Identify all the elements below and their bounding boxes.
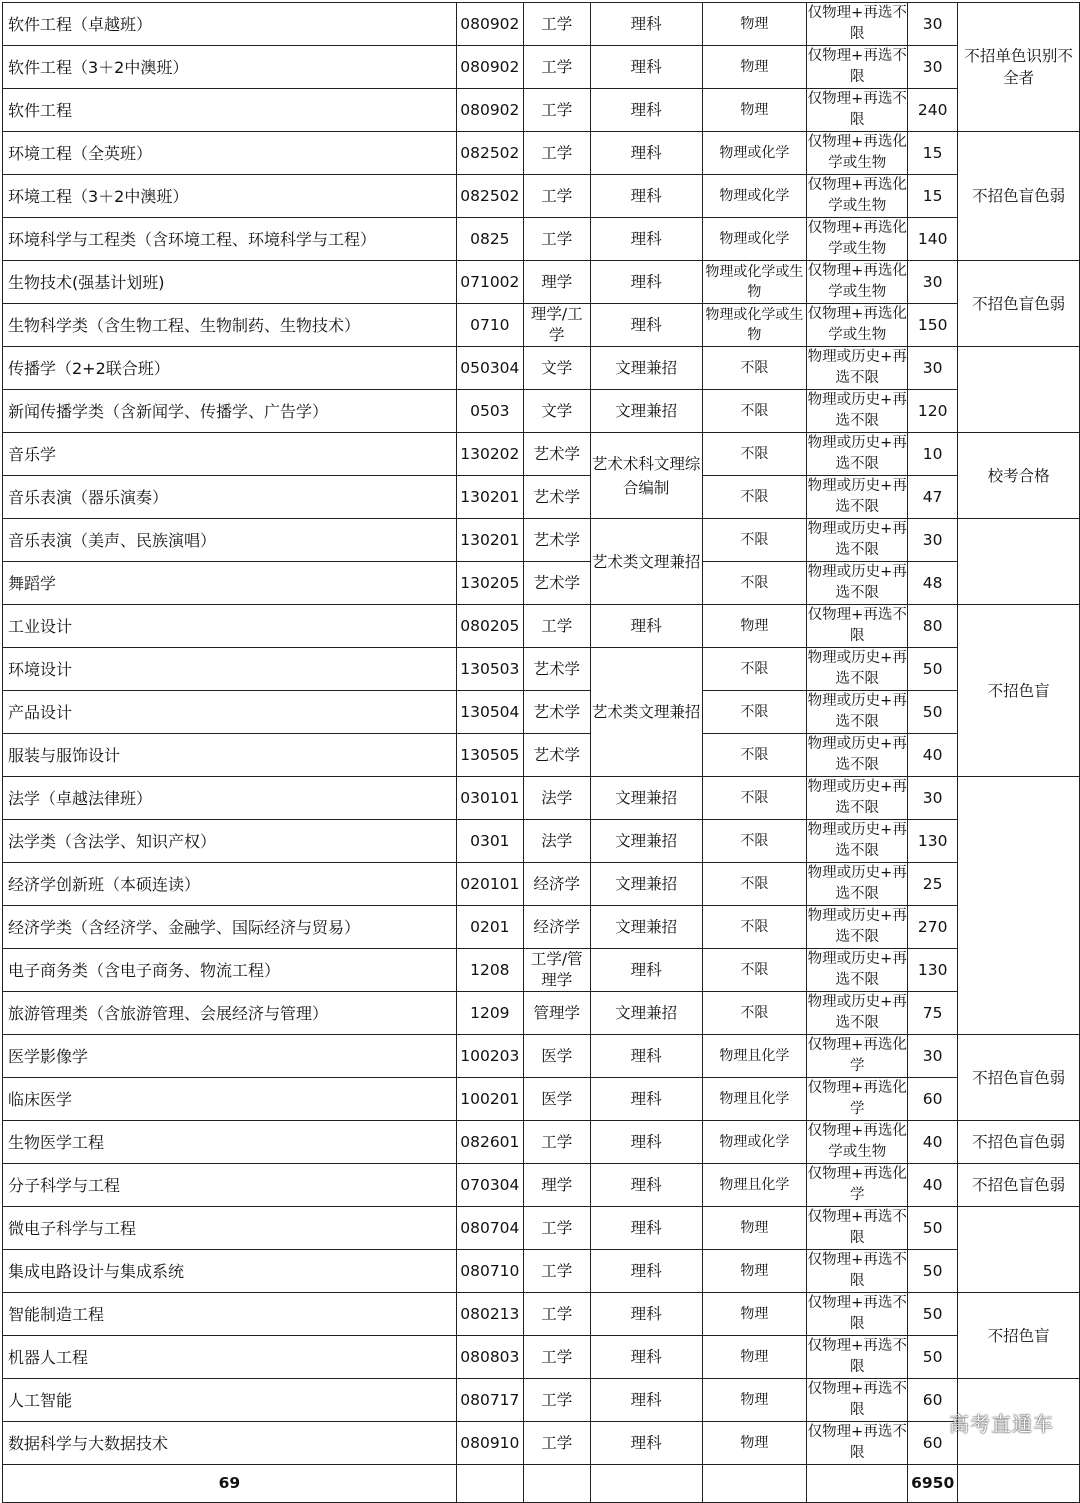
requirement-cell: 仅物理+再选化学或生物 [807, 1121, 908, 1164]
plan-number-cell: 75 [908, 992, 958, 1035]
subject-cell: 不限 [702, 777, 807, 820]
degree-cell: 工学 [523, 605, 590, 648]
major-name-cell: 分子科学与工程 [3, 1164, 457, 1207]
category-cell: 理科 [590, 1250, 702, 1293]
table-row [3, 347, 1080, 390]
requirement-cell: 物理或历史+再选不限 [807, 648, 908, 691]
table-row [3, 218, 1080, 261]
major-name-cell: 工业设计 [3, 605, 457, 648]
plan-number-cell: 30 [908, 3, 958, 46]
plan-number-cell: 30 [908, 347, 958, 390]
plan-number-cell: 60 [908, 1422, 958, 1465]
subject-cell: 物理 [702, 1207, 807, 1250]
requirement-cell: 仅物理+再选不限 [807, 3, 908, 46]
category-cell: 理科 [590, 46, 702, 89]
requirement-cell: 仅物理+再选化学或生物 [807, 218, 908, 261]
remark-cell: 不招色盲色弱 [958, 1121, 1080, 1164]
major-code-cell: 080902 [456, 3, 523, 46]
degree-cell: 文学 [523, 390, 590, 433]
subject-cell: 物理且化学 [702, 1035, 807, 1078]
major-name-cell: 环境工程（全英班） [3, 132, 457, 175]
subject-cell: 物理或化学或生物 [702, 304, 807, 347]
major-name-cell: 环境设计 [3, 648, 457, 691]
subject-cell: 物理或化学 [702, 218, 807, 261]
table-row [3, 1035, 1080, 1078]
remark-cell [958, 1207, 1080, 1293]
subject-cell: 物理 [702, 3, 807, 46]
major-name-cell: 微电子科学与工程 [3, 1207, 457, 1250]
plan-number-cell: 15 [908, 132, 958, 175]
major-name-cell: 环境工程（3＋2中澳班） [3, 175, 457, 218]
table-row [3, 691, 1080, 734]
category-cell: 理科 [590, 89, 702, 132]
subject-cell: 不限 [702, 906, 807, 949]
major-code-cell: 071002 [456, 261, 523, 304]
major-code-cell: 130201 [456, 519, 523, 562]
plan-number-cell: 140 [908, 218, 958, 261]
table-row [3, 390, 1080, 433]
requirement-cell: 物理或历史+再选不限 [807, 906, 908, 949]
subject-cell: 不限 [702, 433, 807, 476]
degree-cell: 工学 [523, 1207, 590, 1250]
degree-cell: 法学 [523, 777, 590, 820]
requirement-cell: 物理或历史+再选不限 [807, 777, 908, 820]
degree-cell: 理学 [523, 1164, 590, 1207]
table-row [3, 175, 1080, 218]
subject-cell: 不限 [702, 562, 807, 605]
requirement-cell: 仅物理+再选化学 [807, 1035, 908, 1078]
remark-cell [958, 519, 1080, 605]
category-cell: 理科 [590, 1379, 702, 1422]
plan-number-cell: 130 [908, 820, 958, 863]
requirement-cell: 仅物理+再选化学或生物 [807, 261, 908, 304]
degree-cell: 工学 [523, 1379, 590, 1422]
category-cell: 理科 [590, 1035, 702, 1078]
plan-number-cell: 25 [908, 863, 958, 906]
subject-cell: 物理且化学 [702, 1078, 807, 1121]
category-cell: 理科 [590, 175, 702, 218]
major-code-cell: 082601 [456, 1121, 523, 1164]
table-row [3, 476, 1080, 519]
table-row [3, 734, 1080, 777]
plan-number-cell: 270 [908, 906, 958, 949]
major-code-cell: 0710 [456, 304, 523, 347]
major-code-cell: 080205 [456, 605, 523, 648]
requirement-cell: 仅物理+再选不限 [807, 89, 908, 132]
category-cell: 理科 [590, 1121, 702, 1164]
requirement-cell: 物理或历史+再选不限 [807, 562, 908, 605]
category-cell: 理科 [590, 1164, 702, 1207]
remark-cell: 不招色盲色弱 [958, 1164, 1080, 1207]
major-name-cell: 软件工程（3＋2中澳班） [3, 46, 457, 89]
requirement-cell: 物理或历史+再选不限 [807, 390, 908, 433]
plan-number-cell: 50 [908, 648, 958, 691]
degree-cell: 管理学 [523, 992, 590, 1035]
total-empty-cell [523, 1465, 590, 1503]
subject-cell: 物理 [702, 46, 807, 89]
degree-cell: 艺术学 [523, 691, 590, 734]
subject-cell: 不限 [702, 691, 807, 734]
category-cell: 艺术类文理兼招 [590, 648, 702, 777]
major-name-cell: 生物医学工程 [3, 1121, 457, 1164]
subject-cell: 不限 [702, 519, 807, 562]
degree-cell: 工学 [523, 1121, 590, 1164]
category-cell: 文理兼招 [590, 777, 702, 820]
total-empty-cell [807, 1465, 908, 1503]
plan-number-cell: 30 [908, 46, 958, 89]
major-name-cell: 临床医学 [3, 1078, 457, 1121]
table-row [3, 777, 1080, 820]
degree-cell: 工学 [523, 46, 590, 89]
degree-cell: 艺术学 [523, 562, 590, 605]
major-code-cell: 130503 [456, 648, 523, 691]
major-name-cell: 集成电路设计与集成系统 [3, 1250, 457, 1293]
major-name-cell: 产品设计 [3, 691, 457, 734]
remark-cell [958, 347, 1080, 433]
degree-cell: 工学/管理学 [523, 949, 590, 992]
subject-cell: 不限 [702, 347, 807, 390]
degree-cell: 工学 [523, 175, 590, 218]
major-name-cell: 医学影像学 [3, 1035, 457, 1078]
subject-cell: 不限 [702, 863, 807, 906]
subject-cell: 物理 [702, 1336, 807, 1379]
table-row [3, 648, 1080, 691]
major-code-cell: 080717 [456, 1379, 523, 1422]
table-row [3, 1293, 1080, 1336]
major-code-cell: 1209 [456, 992, 523, 1035]
major-code-cell: 1208 [456, 949, 523, 992]
requirement-cell: 仅物理+再选化学或生物 [807, 132, 908, 175]
table-row [3, 820, 1080, 863]
requirement-cell: 仅物理+再选不限 [807, 1293, 908, 1336]
category-cell: 艺术类文理兼招 [590, 519, 702, 605]
major-code-cell: 130504 [456, 691, 523, 734]
plan-number-cell: 10 [908, 433, 958, 476]
major-code-cell: 130205 [456, 562, 523, 605]
requirement-cell: 物理或历史+再选不限 [807, 519, 908, 562]
degree-cell: 工学 [523, 218, 590, 261]
subject-cell: 物理 [702, 1379, 807, 1422]
subject-cell: 物理且化学 [702, 1164, 807, 1207]
category-cell: 理科 [590, 1207, 702, 1250]
watermark-text: 高考直通车 [949, 1412, 1054, 1436]
major-code-cell: 070304 [456, 1164, 523, 1207]
total-plan-cell: 6950 [908, 1465, 958, 1503]
subject-cell: 不限 [702, 476, 807, 519]
major-name-cell: 人工智能 [3, 1379, 457, 1422]
plan-number-cell: 50 [908, 1250, 958, 1293]
major-code-cell: 080710 [456, 1250, 523, 1293]
table-row [3, 46, 1080, 89]
category-cell: 文理兼招 [590, 347, 702, 390]
degree-cell: 文学 [523, 347, 590, 390]
plan-number-cell: 30 [908, 261, 958, 304]
table-row [3, 89, 1080, 132]
degree-cell: 工学 [523, 89, 590, 132]
table-row [3, 1336, 1080, 1379]
plan-number-cell: 50 [908, 1336, 958, 1379]
category-cell: 艺术术科文理综合编制 [590, 433, 702, 519]
remark-cell: 校考合格 [958, 433, 1080, 519]
category-cell: 文理兼招 [590, 906, 702, 949]
major-code-cell: 080704 [456, 1207, 523, 1250]
category-cell: 理科 [590, 1422, 702, 1465]
major-name-cell: 音乐表演（器乐演奏） [3, 476, 457, 519]
plan-number-cell: 50 [908, 691, 958, 734]
major-code-cell: 100201 [456, 1078, 523, 1121]
table-row [3, 433, 1080, 476]
remark-cell: 不招色盲 [958, 1293, 1080, 1379]
major-name-cell: 电子商务类（含电子商务、物流工程） [3, 949, 457, 992]
degree-cell: 艺术学 [523, 433, 590, 476]
degree-cell: 理学 [523, 261, 590, 304]
degree-cell: 艺术学 [523, 648, 590, 691]
remark-cell: 不招色盲色弱 [958, 132, 1080, 261]
category-cell: 理科 [590, 261, 702, 304]
major-code-cell: 080902 [456, 46, 523, 89]
major-name-cell: 音乐表演（美声、民族演唱） [3, 519, 457, 562]
table-row [3, 949, 1080, 992]
major-code-cell: 0301 [456, 820, 523, 863]
category-cell: 理科 [590, 1293, 702, 1336]
major-code-cell: 080910 [456, 1422, 523, 1465]
major-code-cell: 050304 [456, 347, 523, 390]
degree-cell: 工学 [523, 1250, 590, 1293]
major-name-cell: 经济学创新班（本硕连读） [3, 863, 457, 906]
table-row [3, 562, 1080, 605]
table-row [3, 3, 1080, 46]
major-name-cell: 软件工程 [3, 89, 457, 132]
degree-cell: 医学 [523, 1078, 590, 1121]
plan-number-cell: 120 [908, 390, 958, 433]
plan-number-cell: 50 [908, 1293, 958, 1336]
category-cell: 理科 [590, 1336, 702, 1379]
plan-number-cell: 130 [908, 949, 958, 992]
major-name-cell: 智能制造工程 [3, 1293, 457, 1336]
major-name-cell: 机器人工程 [3, 1336, 457, 1379]
table-row [3, 605, 1080, 648]
table-row [3, 1250, 1080, 1293]
major-code-cell: 130201 [456, 476, 523, 519]
subject-cell: 物理或化学 [702, 1121, 807, 1164]
degree-cell: 医学 [523, 1035, 590, 1078]
category-cell: 理科 [590, 949, 702, 992]
category-cell: 文理兼招 [590, 820, 702, 863]
subject-cell: 物理或化学 [702, 132, 807, 175]
degree-cell: 工学 [523, 1336, 590, 1379]
category-cell: 理科 [590, 1078, 702, 1121]
category-cell: 文理兼招 [590, 390, 702, 433]
major-name-cell: 法学（卓越法律班） [3, 777, 457, 820]
degree-cell: 理学/工学 [523, 304, 590, 347]
subject-cell: 不限 [702, 734, 807, 777]
major-name-cell: 传播学（2+2联合班） [3, 347, 457, 390]
remark-cell: 不招色盲 [958, 605, 1080, 777]
major-code-cell: 0825 [456, 218, 523, 261]
requirement-cell: 仅物理+再选不限 [807, 1250, 908, 1293]
subject-cell: 物理 [702, 1422, 807, 1465]
requirement-cell: 仅物理+再选不限 [807, 1336, 908, 1379]
subject-cell: 不限 [702, 648, 807, 691]
enrollment-table [2, 2, 1080, 1503]
major-name-cell: 软件工程（卓越班） [3, 3, 457, 46]
major-name-cell: 新闻传播学类（含新闻学、传播学、广告学） [3, 390, 457, 433]
category-cell: 理科 [590, 132, 702, 175]
degree-cell: 工学 [523, 3, 590, 46]
degree-cell: 工学 [523, 132, 590, 175]
table-row [3, 1164, 1080, 1207]
table-row [3, 1078, 1080, 1121]
plan-number-cell: 30 [908, 777, 958, 820]
major-name-cell: 服装与服饰设计 [3, 734, 457, 777]
plan-number-cell: 40 [908, 1164, 958, 1207]
table-row [3, 1379, 1080, 1422]
major-code-cell: 030101 [456, 777, 523, 820]
requirement-cell: 仅物理+再选不限 [807, 1379, 908, 1422]
subject-cell: 物理或化学或生物 [702, 261, 807, 304]
total-count-cell: 69 [3, 1465, 457, 1503]
major-name-cell: 舞蹈学 [3, 562, 457, 605]
plan-number-cell: 30 [908, 1035, 958, 1078]
requirement-cell: 物理或历史+再选不限 [807, 476, 908, 519]
total-empty-cell [958, 1465, 1080, 1503]
major-name-cell: 旅游管理类（含旅游管理、会展经济与管理） [3, 992, 457, 1035]
subject-cell: 不限 [702, 949, 807, 992]
category-cell: 理科 [590, 218, 702, 261]
category-cell: 文理兼招 [590, 992, 702, 1035]
subject-cell: 不限 [702, 390, 807, 433]
major-code-cell: 0503 [456, 390, 523, 433]
subject-cell: 物理或化学 [702, 175, 807, 218]
requirement-cell: 仅物理+再选化学 [807, 1078, 908, 1121]
requirement-cell: 仅物理+再选不限 [807, 1422, 908, 1465]
requirement-cell: 物理或历史+再选不限 [807, 992, 908, 1035]
table-row [3, 1422, 1080, 1465]
major-code-cell: 0201 [456, 906, 523, 949]
plan-number-cell: 30 [908, 519, 958, 562]
subject-cell: 物理 [702, 1250, 807, 1293]
total-empty-cell [590, 1465, 702, 1503]
major-code-cell: 080803 [456, 1336, 523, 1379]
plan-number-cell: 48 [908, 562, 958, 605]
requirement-cell: 物理或历史+再选不限 [807, 949, 908, 992]
requirement-cell: 物理或历史+再选不限 [807, 347, 908, 390]
table-row [3, 519, 1080, 562]
category-cell: 理科 [590, 605, 702, 648]
major-code-cell: 130202 [456, 433, 523, 476]
table-row [3, 863, 1080, 906]
table-row [3, 1207, 1080, 1250]
table-row [3, 304, 1080, 347]
plan-number-cell: 40 [908, 1121, 958, 1164]
degree-cell: 经济学 [523, 863, 590, 906]
degree-cell: 艺术学 [523, 519, 590, 562]
degree-cell: 法学 [523, 820, 590, 863]
remark-cell: 不招色盲色弱 [958, 261, 1080, 347]
major-code-cell: 020101 [456, 863, 523, 906]
requirement-cell: 仅物理+再选化学 [807, 1164, 908, 1207]
degree-cell: 艺术学 [523, 734, 590, 777]
category-cell: 理科 [590, 304, 702, 347]
subject-cell: 物理 [702, 605, 807, 648]
plan-number-cell: 15 [908, 175, 958, 218]
total-empty-cell [702, 1465, 807, 1503]
total-empty-cell [456, 1465, 523, 1503]
plan-number-cell: 80 [908, 605, 958, 648]
table-row [3, 992, 1080, 1035]
table-row [3, 906, 1080, 949]
subject-cell: 不限 [702, 820, 807, 863]
plan-number-cell: 50 [908, 1207, 958, 1250]
major-code-cell: 130505 [456, 734, 523, 777]
subject-cell: 不限 [702, 992, 807, 1035]
plan-number-cell: 60 [908, 1379, 958, 1422]
degree-cell: 经济学 [523, 906, 590, 949]
degree-cell: 工学 [523, 1293, 590, 1336]
table-row [3, 261, 1080, 304]
degree-cell: 工学 [523, 1422, 590, 1465]
subject-cell: 物理 [702, 89, 807, 132]
plan-number-cell: 60 [908, 1078, 958, 1121]
requirement-cell: 仅物理+再选化学或生物 [807, 304, 908, 347]
remark-cell: 不招单色识别不全者 [958, 3, 1080, 132]
major-name-cell: 生物科学类（含生物工程、生物制药、生物技术） [3, 304, 457, 347]
major-code-cell: 080213 [456, 1293, 523, 1336]
category-cell: 文理兼招 [590, 863, 702, 906]
major-code-cell: 082502 [456, 175, 523, 218]
subject-cell: 物理 [702, 1293, 807, 1336]
requirement-cell: 仅物理+再选不限 [807, 46, 908, 89]
major-code-cell: 080902 [456, 89, 523, 132]
major-name-cell: 环境科学与工程类（含环境工程、环境科学与工程） [3, 218, 457, 261]
total-row [3, 1465, 1080, 1503]
remark-cell: 不招色盲色弱 [958, 1035, 1080, 1121]
table-row [3, 1121, 1080, 1164]
major-name-cell: 经济学类（含经济学、金融学、国际经济与贸易） [3, 906, 457, 949]
requirement-cell: 物理或历史+再选不限 [807, 433, 908, 476]
major-name-cell: 数据科学与大数据技术 [3, 1422, 457, 1465]
major-code-cell: 100203 [456, 1035, 523, 1078]
plan-number-cell: 240 [908, 89, 958, 132]
plan-number-cell: 150 [908, 304, 958, 347]
requirement-cell: 物理或历史+再选不限 [807, 863, 908, 906]
major-name-cell: 音乐学 [3, 433, 457, 476]
major-name-cell: 法学类（含法学、知识产权） [3, 820, 457, 863]
remark-cell [958, 777, 1080, 1035]
category-cell: 理科 [590, 3, 702, 46]
requirement-cell: 仅物理+再选化学或生物 [807, 175, 908, 218]
requirement-cell: 物理或历史+再选不限 [807, 734, 908, 777]
requirement-cell: 仅物理+再选不限 [807, 1207, 908, 1250]
requirement-cell: 物理或历史+再选不限 [807, 691, 908, 734]
plan-number-cell: 47 [908, 476, 958, 519]
requirement-cell: 物理或历史+再选不限 [807, 820, 908, 863]
plan-number-cell: 40 [908, 734, 958, 777]
degree-cell: 艺术学 [523, 476, 590, 519]
table-row [3, 132, 1080, 175]
major-code-cell: 082502 [456, 132, 523, 175]
requirement-cell: 仅物理+再选不限 [807, 605, 908, 648]
major-name-cell: 生物技术(强基计划班) [3, 261, 457, 304]
